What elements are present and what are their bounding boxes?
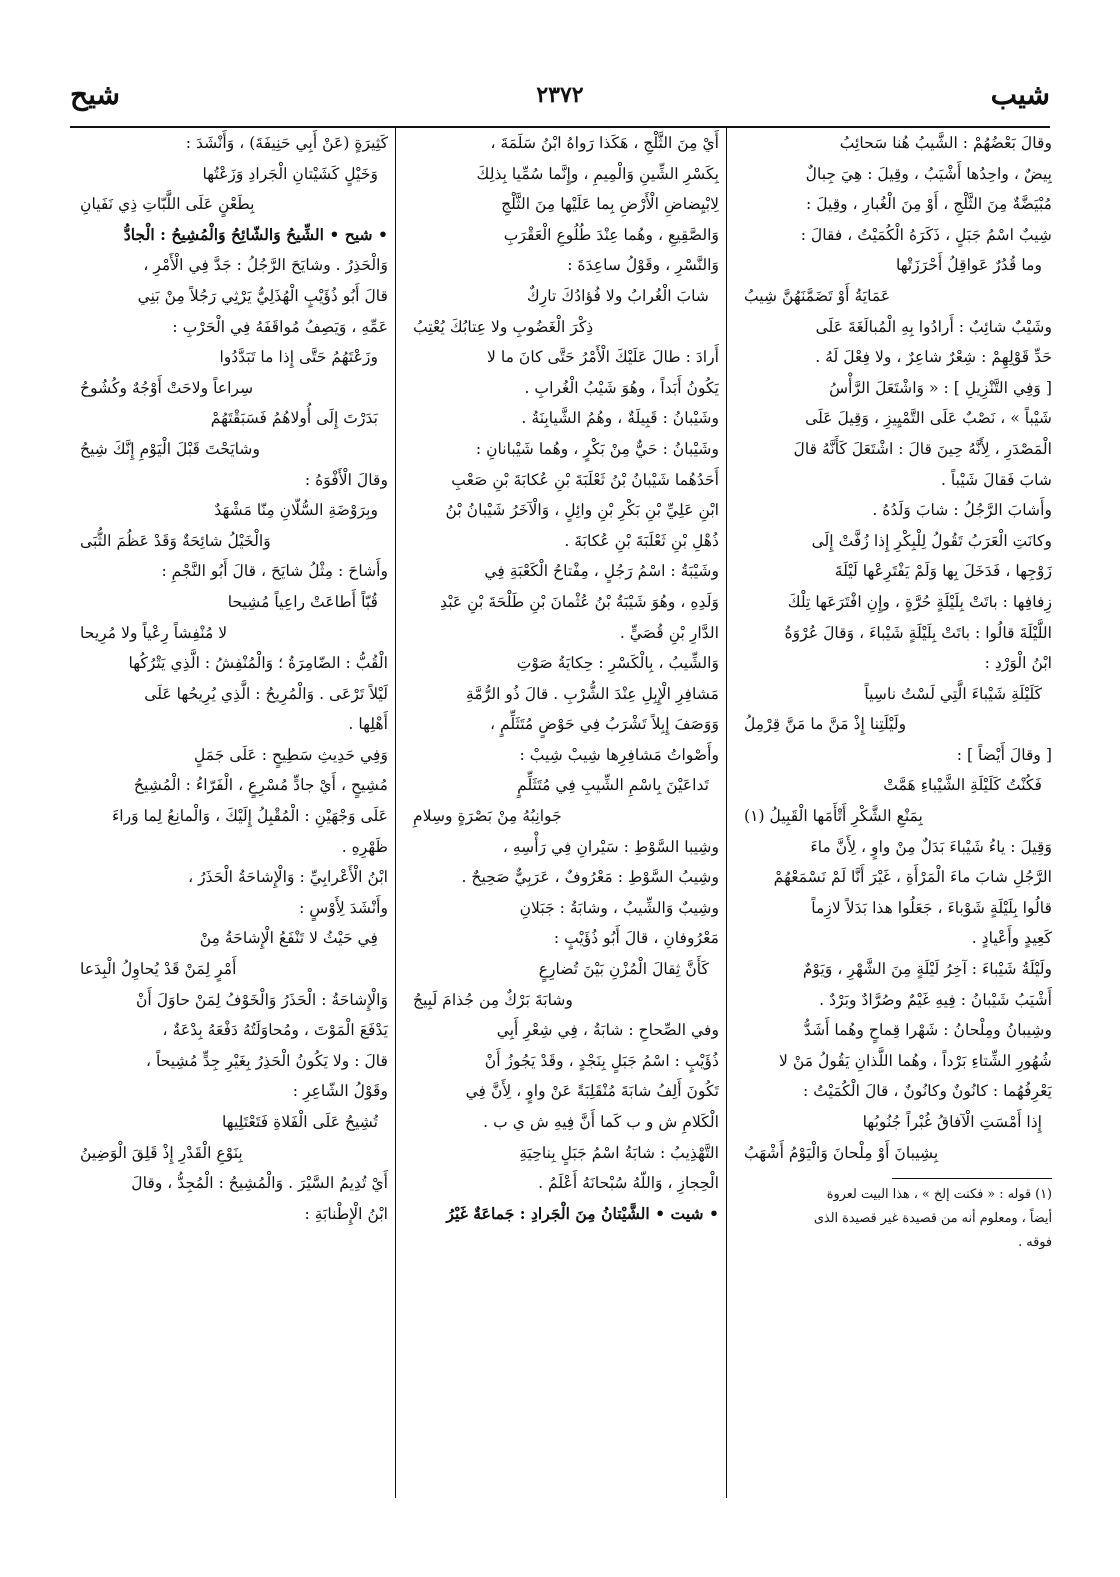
text-line: التَّهْذِيبُ : شابَةُ اسْمُ جَبَلٍ بِناحِيَةِ: [519, 1143, 719, 1162]
verse-line: وبِرَوْضَةِ السُّلّانِ مِنّا مَشْهَدٌ: [214, 501, 378, 520]
text-line: أَيْ مِنَ الثَّلْجِ ، هَكَذا رَواهُ ابْنُ سَلَمَةَ ،: [490, 134, 719, 152]
page-header: [70, 78, 1050, 128]
column-right: [734, 128, 1052, 1498]
verse-line: وزَعْتَهُمُ حَتَّى إِذا ما تَبَدَّدُوا: [219, 348, 378, 367]
text-line: وَالنَّسْرِ ، وقَوْلُ ساعِدَةَ :: [567, 256, 719, 275]
text-line: كَعِيدٍ وأَعْيادٍ .: [971, 929, 1052, 948]
text-line: اللَّيْلَةَ قالُوا : باتَتْ بِلَيْلَةٍ شَيْباءَ ، وَقالَ عُرْوَةُ: [784, 623, 1052, 642]
text-line: وشِيبا السَّوْطِ : سَيْرانِ فِي رَأْسِهِ ،: [502, 837, 719, 856]
text-line: شَيْباً » ، نَصْبٌ عَلَى التَّمْيِيزِ ، وَقِيلَ عَلَى: [805, 409, 1052, 428]
text-line: وَقِيلَ : ياءُ شَيْباءَ بَدَلٌ مِنْ واوٍ ، لِأَنَّ ماءَ: [810, 837, 1052, 856]
text-line: [ وَفِي التَّنْزِيلِ ] : « وَاشْتَعَلَ الرَّأْسُ: [829, 378, 1052, 397]
verse-line: وَخَيْلٍ كَشَيْتانِ الْجَرادِ وَزَعْتُها: [202, 164, 378, 183]
text-line: وشَيْبانُ : قَبِيلَةٌ ، وهُمُ الشَّيابِنَةُ .: [521, 409, 719, 428]
verse-line: بِمَنْعِ الشَّكْرِ أَتْأَمَها الْقَبِيلُ (١): [744, 807, 923, 826]
verse-line: تَداعَيْنَ بِاسْمِ الشِّيبِ فِي مُتَثَلِّمٍ: [517, 776, 709, 795]
verse-line: أَمْرٍ لِمَنْ قَدْ يُحاوِلُ الْبِدَعا: [80, 960, 237, 979]
text-line: لَيْلاً تَرْعَى . وَالْمُرِيحُ : الَّذِي يُرِيحُها عَلَى: [144, 684, 388, 703]
text-line: وشِيبانُ ومِلْحانُ : شَهْرا قِماحٍ وهُما أَشَدُّ: [803, 1021, 1052, 1040]
verse-line: إِذا أَمْسَتِ الْآفاقُ غُبْراً جُنُوبُها: [862, 1113, 1042, 1131]
text-line: أَحَدُهُما شَيْبانُ بْنُ ثَعْلَبَةَ بْنِ عُكابَةَ بْنِ صَعْبِ: [451, 470, 719, 489]
text-line: مَشافِرِ الْإِبِلِ عِنْدَ الشُّرْبِ . قالَ ذُو الرُّمَّةِ: [466, 684, 719, 703]
text-line: كَثِيرَةٍ (عَنْ أَبِي حَنِيفَةَ) ، وَأَنْشَدَ :: [185, 134, 388, 152]
text-line: الْحِجازِ ، وَاللّهُ سُبْحانَهُ أَعْلَمُ .: [538, 1174, 719, 1193]
verse-line: ذِكْرَ الْغَضُوبِ ولا عِتابُكَ يُعْتِبُ: [413, 317, 594, 336]
text-line: وَلَدِهِ ، وهُوَ شَيْبَةُ بْنُ عُثْمانَ بْنِ طَلْحَةَ بْنِ عَبْدِ: [440, 592, 719, 611]
text-line: ابْنُ الْأَعْرابِيِّ : وَالْإِشاحَةُ الْحَذَرُ ،: [188, 868, 388, 887]
column-middle: [403, 128, 719, 1498]
text-line: وقالَ بَعْضُهُمْ : الشَّيبُ هُنا سَحائِبُ: [839, 134, 1052, 152]
text-line: حَدِّ قَوْلِهِمْ : شِعْرٌ شاعِرٌ ، ولا فِعْلَ لَهُ .: [815, 348, 1052, 367]
text-line: أَرادَ : طالَ عَلَيْكَ الْأَمْرُ حَتَّى كانَ ما لا: [486, 348, 719, 367]
text-line: وشِيبٌ وَالشِّيبُ ، وشابَةُ : جَبَلانِ: [519, 898, 719, 917]
text-line: الْكَلامِ ش و ب كَما أَنَّ فِيهِ ش ي ب .: [483, 1113, 719, 1131]
text-line: ذُؤَيْبٍ : اسْمُ جَبَلٍ بِنَجْدٍ ، وقَدْ يَجُوزُ أَنْ: [484, 1051, 719, 1070]
text-line: مَعْرُوفانِ ، قالَ أَبُو ذُؤَيْبٍ :: [553, 929, 719, 948]
text-line: ابْنُ الْوَرْدِ :: [984, 654, 1052, 673]
header-right-word: شيب: [990, 78, 1050, 111]
text-line: وأَصْواتُ مَشافِرِها شِيبْ شِيبْ :: [519, 745, 719, 764]
header-left-word: شيح: [70, 78, 120, 111]
text-line: وَوَصَفَ إِبِلاً تَشْرَبُ فِي حَوْضٍ مُتَثَلِّمٍ ،: [489, 715, 719, 734]
verse-line: كَلَيْلَةِ شَيْباءَ الَّتِي لَسْتُ ناسِياً: [864, 684, 1042, 703]
text-line: لِابْيِضاضِ الْأَرْضِ بِما عَلَيْها مِنَ الثَّلْجِ: [501, 195, 719, 214]
text-line: ذُهْلِ بْنِ ثَعْلَبَةَ بْنِ عُكابَةَ .: [564, 531, 719, 550]
verse-line: وما قُدُرٌ عَواقِلُ أَحْرَزَتْها: [895, 256, 1042, 275]
verse-line: قُبّاً أَطاعَتْ راعِياً مُشِيحا: [227, 592, 378, 611]
text-line: ظَهْرِهِ .: [341, 837, 388, 856]
column-rule: [726, 128, 727, 1498]
text-line: قالَ : ولا يَكُونُ الْحَذِرُ بِغَيْرِ جِدٍّ مُشِيحاً ،: [145, 1051, 388, 1070]
text-line: أَشْيَبُ شَيْبانُ : فِيهِ غَيْمٌ وصُرَّادٌ وبَرْدٌ .: [819, 990, 1052, 1009]
verse-line: بَدَرْتَ إِلَى أُولاهُمُ فَسَبَقْتَهُمْ: [210, 409, 378, 428]
footnote-line: (١) قوله : « فكنت إلخ » ، هذا البيت لعروة: [826, 1187, 1052, 1203]
text-line: وَالْإِشاحَةُ : الْحَذَرُ وَالْخَوْفُ لِمَنْ حاوَلَ أَنْ: [135, 990, 388, 1009]
verse-line: بِطَعْنٍ عَلَى اللَّبّاتِ ذِي نَفَيانِ: [80, 195, 255, 214]
verse-line: بِنَوْعِ الْقَدْرِ إِذْ قَلِقَ الْوَضِينُ: [80, 1143, 243, 1162]
text-line: وأَشابَ الرَّجُلُ : شابَ وَلَدُهُ .: [872, 501, 1052, 520]
text-line: الرَّجُلِ شابَ ماءَ الْمَرْأَةِ ، غَيْرَ أَنَّا لَمْ نَسْمَعْهُمْ: [773, 868, 1052, 887]
text-line: وقَوْلُ الشّاعِرِ :: [292, 1082, 388, 1101]
verse-line: فِي حَيْثُ لا تَنْفَعُ الْإِشاحَةُ مِنْ: [199, 929, 378, 948]
text-line: قالُوا بِلَيْلَةٍ شَوْباءَ ، جَعَلُوا هذا بَدَلاً لازِماً: [811, 898, 1052, 917]
verse-line: وَالْخَيْلُ شائِحَةٌ وَقَدْ عَظُمَ الثُّبَى: [80, 531, 271, 550]
text-line: وَالشِّيبُ ، بِالْكَسْرِ : حِكايَةُ صَوْتِ: [516, 654, 719, 673]
text-line: وشَيْبَةُ : اسْمُ رَجُلٍ ، مِفْتاحُ الْكَعْبَةِ فِي: [484, 562, 719, 581]
text-line: [ وقالَ أَيْضاً ] :: [956, 745, 1052, 764]
text-line: قالَ أَبُو ذُؤَيْبٍ الْهُذَلِيُّ يَرْثِي رَجُلاً مِنْ بَنِي: [137, 286, 388, 305]
text-line: وَفِي حَدِيثِ سَطِيحٍ : عَلَى جَمَلٍ: [193, 745, 388, 764]
footnote-line: أيضاً ، ومعلوم أنه من قصيدة غير قصيدة الذى: [813, 1211, 1052, 1227]
text-line: زِفافِها : باتَتْ بِلَيْلَةٍ حُرَّةٍ ، وإِنِ افْتَرَعَها تِلْكَ: [787, 592, 1052, 611]
text-line: وشَيْبٌ شائِبٌ : أَرادُوا بِهِ الْمُبالَغَةَ عَلَى: [815, 317, 1052, 336]
text-columns: [70, 128, 1052, 1508]
verse-line: سِراعاً ولاحَتْ أَوْجُهٌ وكُشُوحُ: [80, 378, 254, 397]
verse-line: شابَ الْغُرابُ ولا فُؤادُكَ تارِكٌ: [526, 286, 709, 305]
text-line: عَمِّهِ ، وَيَصِفُ مُواقَفَهُ فِي الْحَرْبِ :: [172, 317, 388, 336]
text-line: يَكُونُ أَبَداً ، وهُوَ شَيْبُ الْغُرابِ .: [524, 378, 719, 397]
text-line: أَهْلِها .: [348, 715, 388, 734]
footnote-line: فوقه .: [1018, 1235, 1052, 1251]
text-line: وَالْحَذِرُ . وشايَحَ الرَّجُلُ : جَدَّ فِي الْأَمْرِ ،: [143, 256, 388, 275]
verse-line: ولَيْلَتِنا إِذْ مَنَّ ما مَنَّ قِرْمِلُ: [744, 715, 907, 734]
text-line: وشِيبُ السَّوْطِ : مَعْرُوفٌ ، عَرَبِيٌّ صَحِيحٌ .: [461, 868, 719, 887]
text-line: بِيضٌ ، واحِدُها أَشْيَبُ ، وقِيلَ : هِيَ جِبالٌ: [805, 164, 1052, 183]
text-line: مُبْيَضَّةٌ مِنَ الثَّلْجِ ، أَوْ مِنَ الْغُبارِ ، وقِيلَ :: [806, 195, 1052, 214]
text-line: ولَيْلَةُ شَيْباءَ : آخِرُ لَيْلَةٍ مِنَ الشَّهْرِ ، وَيَوْمٌ: [802, 960, 1052, 979]
text-line: أَيْ تُدِيمُ السَّيْرَ . وَالْمُشِيحُ : الْمُجِدُّ ، وقالَ: [131, 1174, 388, 1193]
text-line: بِكَسْرِ الشِّينِ وَالْمِيمِ ، وإِنَّما سُمِّيا بِذلِكَ: [476, 164, 719, 183]
text-line: يَعْرِفُهُما : كانُونٌ وكانُونٌ ، قالَ الْكُمَيْتُ :: [803, 1082, 1052, 1101]
text-line: وشَيْبانُ : حَيٌّ مِنْ بَكْرٍ ، وهُما شَيْبانانِ :: [475, 439, 719, 458]
headword-line: • شيح • الشِّيحُ وَالشّائِحُ وَالْمُشِيحُ : الْجادُّ: [123, 224, 388, 244]
text-line: زَوْجِها ، فَدَخَلَ بِها وَلَمْ يَفْتَرِعْها لَيْلَةَ: [834, 562, 1052, 581]
text-line: وقالَ الْأَفْوَهُ :: [304, 470, 388, 489]
text-line: وأَشاحَ : مِثْلُ شايَحَ ، قالَ أَبُو النَّجْمِ :: [161, 562, 388, 581]
text-line: شابَ فَقالَ شَيْباً .: [941, 470, 1052, 489]
text-line: وكانَتِ الْعَرَبُ تَقُولُ لِلْبِكْرِ إِذا زُفَّتْ إِلَى: [811, 531, 1052, 550]
verse-line: فَكُنْتُ كَلَيْلَةِ الشَّيْباءِ هَمَّتْ: [883, 776, 1042, 795]
text-line: ابْنُ الْإِطْنابَةِ :: [304, 1204, 388, 1223]
column-rule: [395, 128, 396, 1498]
text-line: شِيبٌ اسْمُ جَبَلٍ ، ذَكَرَهُ الْكُمَيْتُ ، فقالَ :: [800, 225, 1052, 244]
column-left: [70, 128, 388, 1498]
text-line: وفي الصِّحاحِ : شابَةُ ، فِي شِعْرِ أَبِي: [496, 1021, 719, 1040]
verse-line: كَأَنَّ ثِقالَ الْمُزْنِ بَيْنَ تُضارِعٍ: [538, 960, 709, 979]
text-line: الدَّارِ بْنِ قُصَيٍّ .: [619, 623, 719, 642]
verse-line: تُشِيحُ عَلَى الْفَلاةِ فَتَعْتَلِيها: [222, 1113, 378, 1131]
text-line: شُهُورِ الشِّتاءِ بَرْداً ، وهُما اللَّذانِ يَقُولُ مَنْ لا: [779, 1051, 1052, 1070]
verse-line: جَوانِبُهُ مِنْ بَصْرَةٍ وسِلامِ: [413, 807, 562, 826]
text-line: الْمَصْدَرِ ، لِأَنَّهُ حِينَ قالَ : اشْتَعَلَ كَأَنَّهُ قالَ: [793, 439, 1052, 458]
verse-line: وشابَةَ بَرْكٌ مِن جُذامَ لَبِيجُ: [413, 990, 573, 1009]
text-line: وأَنْشَدَ لِأَوْسٍ :: [299, 898, 388, 917]
headword-line: • شيت • الشَّيْتانُ مِنَ الْجَرادِ : جَماعَةٌ غَيْرُ: [446, 1203, 719, 1223]
text-line: يَدْفَعَ الْمَوْتَ ، ومُحاوَلَتُهُ دَفْعَهُ بِدْعَةٌ ،: [162, 1021, 388, 1040]
verse-line: وشايَحْتَ قَبْلَ الْيَوْمِ إِنَّكَ شِيحُ: [80, 439, 261, 458]
verse-line: عَمَايَةُ أَوْ تَضَمَّنَهُنَّ شِيبُ: [744, 286, 891, 305]
page-number: ٢٣٧٢: [536, 82, 584, 108]
verse-line: لا مُنْفِشاً رِعْياً ولا مُرِيحا: [80, 623, 228, 642]
text-line: ابْنِ عَلِيِّ بْنِ بَكْرِ بْنِ وائِلٍ ، وَالْآخَرُ شَيْبانُ بْنُ: [445, 501, 719, 520]
footnote-rule: [892, 1178, 1052, 1179]
text-line: مُشِيحٍ ، أَيْ جادٍّ مُسْرِعٍ ، الْفَرّاءُ : الْمُشِيحُ: [133, 776, 388, 795]
text-line: الْقُبُّ : الضّامِرَةُ ؛ وَالْمُنْفِشُ : الَّذِي يَتْرُكُها: [128, 654, 388, 673]
verse-line: بِشِيبانَ أَوْ مِلْحانَ وَالْيَوْمُ أَشْهَبُ: [744, 1143, 939, 1162]
text-line: عَلَى وَجْهَيْنِ : الْمُقْبِلُ إِلَيْكَ ، وَالْمانِعُ لِما وَراءَ: [111, 807, 388, 826]
text-line: وَالصَّقِيعِ ، وهُما عِنْدَ طُلُوعِ الْعَقْرَبِ: [503, 225, 719, 244]
text-line: تَكُونَ أَلِفُ شابَةَ مُنْقَلِبَةً عَنْ واوٍ ، لِأَنَّ فِي: [465, 1082, 719, 1101]
